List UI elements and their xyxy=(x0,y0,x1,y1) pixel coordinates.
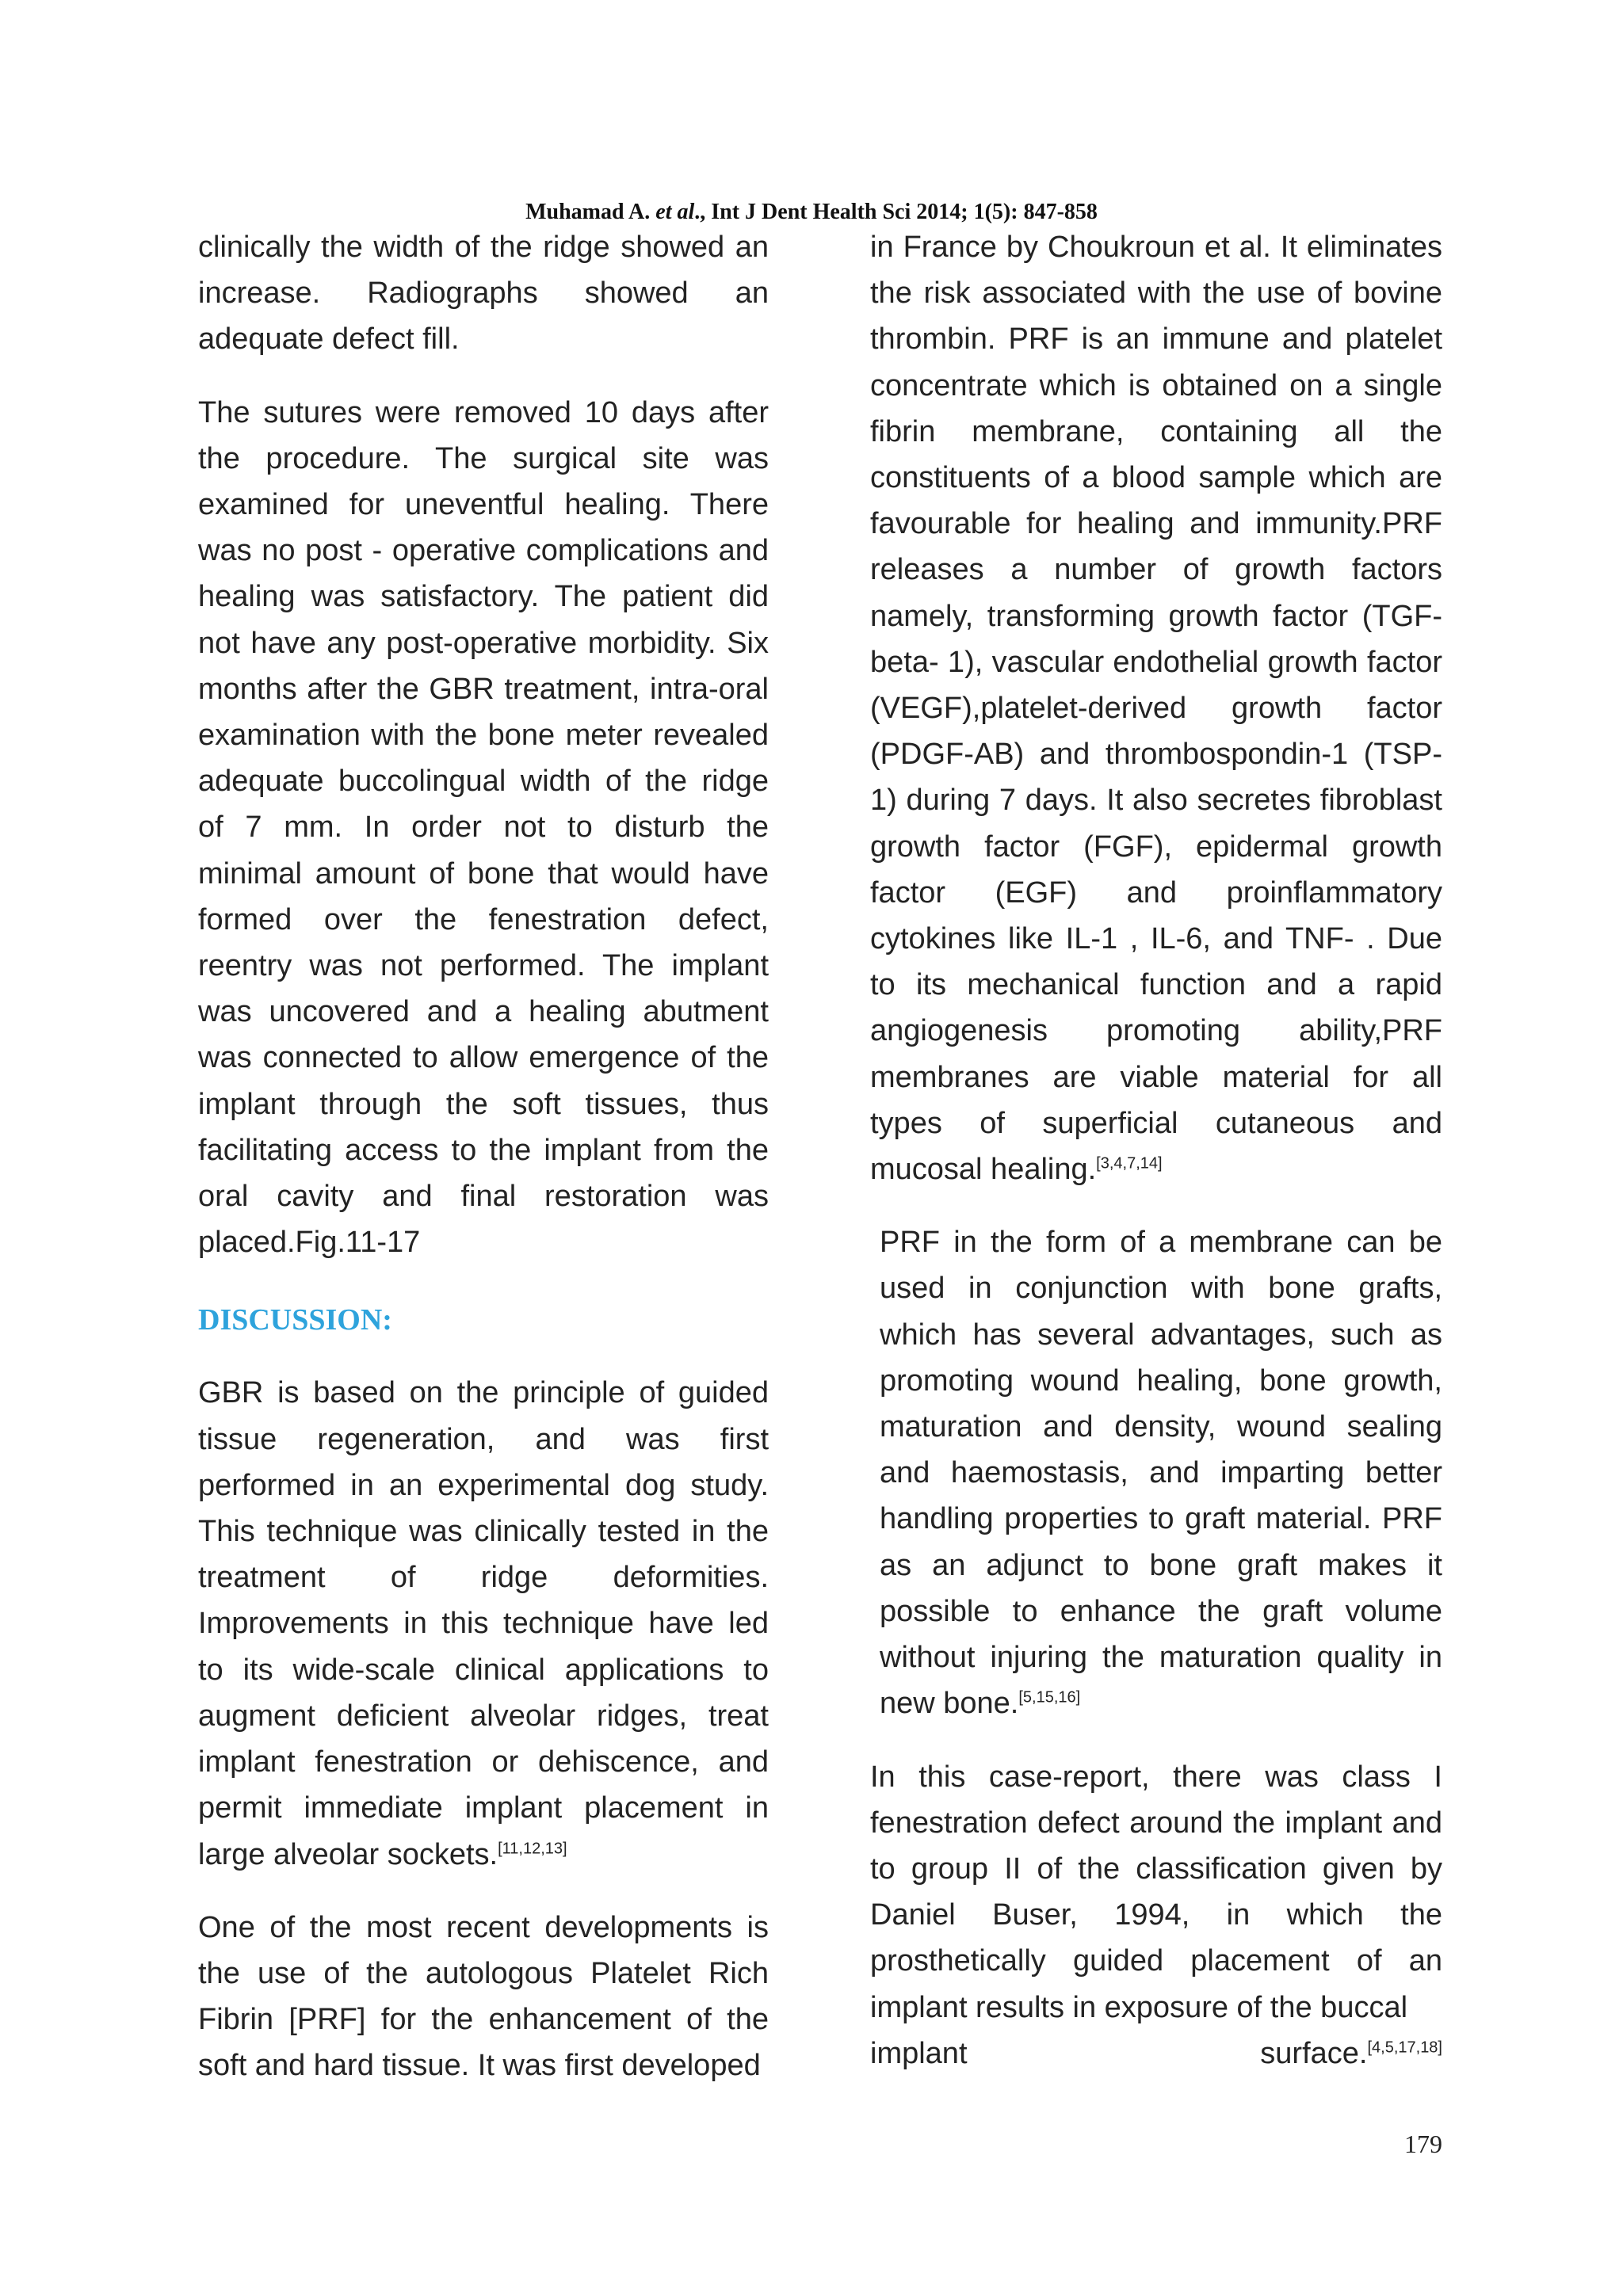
section-heading-discussion: DISCUSSION: xyxy=(198,1303,392,1337)
last-line-right xyxy=(1260,2031,1442,2077)
paragraph: The sutures were removed 10 days after the procedure. The surgical site was examined for uneventful healing. There was no post - operative complications and healing was satisfactory. The patient did not have any post-operative morbidity. Six months after the GBR treatment, intra-oral examination with the bone meter revealed adequate buccolingual width of the ridge of 7 mm. In order not to disturb the minimal amount of bone that would have formed over the fenestration defect, reentry was not performed. The implant was uncovered and a healing abutment was connected to allow emergence of the implant through the soft tissues, thus facilitating access to the implant from the oral cavity and final restoration was placed.Fig.11-17 xyxy=(198,395,769,1260)
paragraph: In this case-report, there was class I fenestration defect around the implant and to group II of the classification given by Daniel Buser, 1994, in which the prosthetically guided placement of an implant results in exposure of the buccal xyxy=(870,1760,1442,2024)
left-column xyxy=(198,224,769,2089)
header-author: Muhamad A. xyxy=(525,200,651,224)
right-column xyxy=(870,224,1442,2077)
citation: [11,12,13] xyxy=(498,1839,567,1857)
paragraph xyxy=(198,1370,769,1877)
paragraph: clinically the width of the ridge showed an increase. Radiographs showed an adequate defect fill. xyxy=(198,231,769,357)
citation: [4,5,17,18] xyxy=(1367,2039,1442,2057)
paragraph: One of the most recent developments is the use of the autologous Platelet Rich Fibrin [PRF] for the enhancement of the soft and hard tissue. It was first developed xyxy=(198,1910,769,2083)
paragraph-text: PRF in the form of a membrane can be used in conjunction with bone grafts, which has several advantages, such as promoting wound healing, bone growth, maturation and density, wound sealing and haemostasis, and imparting better handling properties to graft material. PRF as an adjunct to bone graft makes it possible to enhance the graft volume without injuring the maturation quality in new bone. xyxy=(880,1226,1442,1721)
citation: [3,4,7,14] xyxy=(1096,1154,1163,1173)
last-line-word: surface. xyxy=(1260,2036,1368,2070)
page-number: 179 xyxy=(1404,2130,1442,2158)
paragraph xyxy=(870,224,1442,1192)
citation: [5,15,16] xyxy=(1018,1688,1081,1707)
paragraph xyxy=(870,1219,1442,1726)
paragraph-text: in France by Choukroun et al. It eliminates the risk associated with the use of bovine thrombin. PRF is an immune and platelet concentrate which is obtained on a single fibrin membrane, containing all the constituents of a blood sample which are favourable for healing and immunity.PRF releases a number of growth factors namely, transforming growth factor (TGF-beta- 1), vascular endothelial growth factor (VEGF),platelet-derived growth factor (PDGF-AB) and thrombospondin-1 (TSP-1) during 7 days. It also secretes fibroblast growth factor (FGF), epidermal growth factor (EGF) and proinflammatory cytokines like IL-1 , IL-6, and TNF- . Due to its mechanical function and a rapid angiogenesis promoting ability,PRF membranes are viable material for all types of superficial cutaneous and mucosal healing. xyxy=(870,231,1442,1187)
running-header xyxy=(0,199,1623,226)
header-etal: et al xyxy=(655,200,695,224)
last-line-left: implant xyxy=(870,2036,968,2070)
paragraph-text: GBR is based on the principle of guided tissue regeneration, and was first performed in an experimental dog study. This technique was clinically tested in the treatment of ridge deformities. Improvements in this technique have led to its wide-scale clinical applications to augment deficient alveolar ridges, treat implant fenestration or dehiscence, and permit immediate implant placement in large alveolar sockets. xyxy=(198,1376,769,1871)
header-journal: ., Int J Dent Health Sci 2014; 1(5): 847-858 xyxy=(694,200,1098,224)
paragraph-last-line xyxy=(870,2031,1442,2077)
